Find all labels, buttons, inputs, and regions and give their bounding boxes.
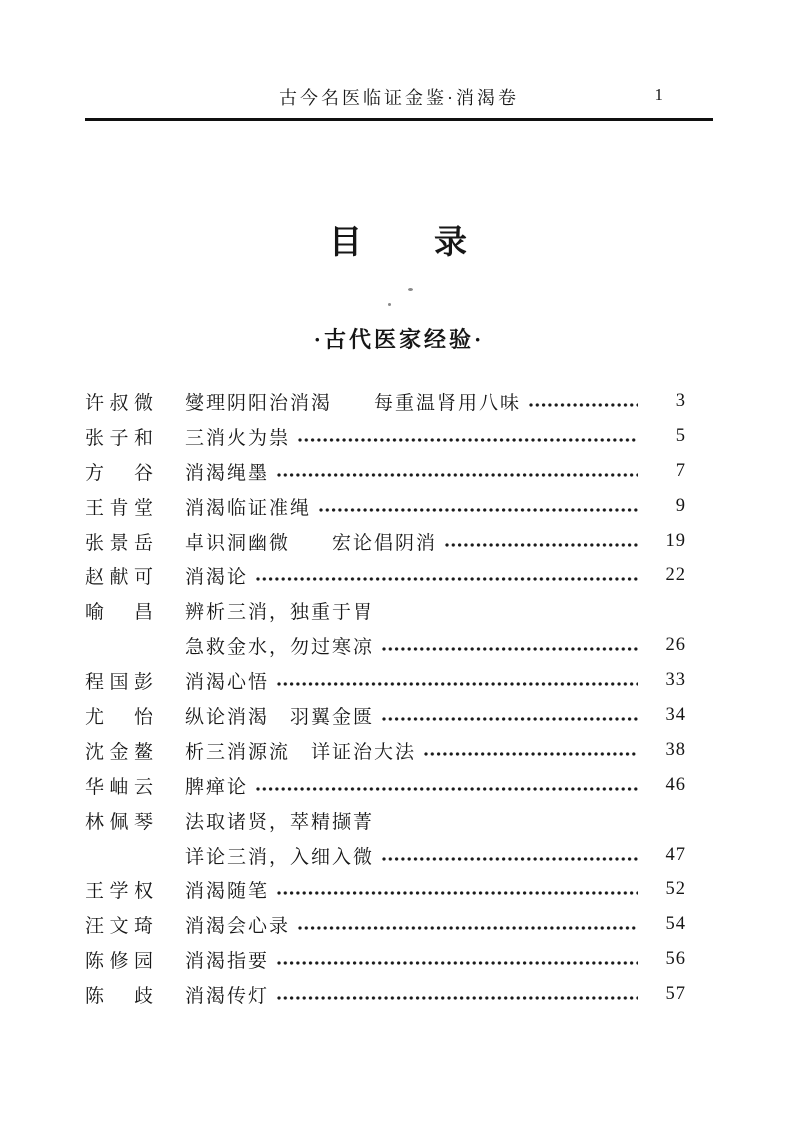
entry-author [85, 528, 153, 555]
dot-leader [276, 471, 638, 479]
toc-entry [85, 663, 686, 698]
author-character: 献 [109, 567, 129, 589]
toc-entry [85, 524, 686, 559]
entry-page-number: 22 [665, 565, 686, 586]
running-header [85, 84, 713, 110]
toc-entry [85, 698, 686, 733]
entry-page-number: 54 [665, 914, 686, 935]
author-character: 陈 [85, 951, 105, 973]
author-character: 张 [85, 532, 105, 554]
entry-author [85, 458, 153, 485]
author-character: 叔 [109, 392, 129, 414]
author-character: 林 [85, 811, 105, 833]
author-character: 沈 [85, 741, 105, 763]
entry-page-number: 46 [665, 774, 686, 795]
dot-leader [276, 889, 638, 897]
scan-speck-icon [408, 288, 413, 291]
entry-title: 消渴论 [185, 567, 249, 589]
entry-page-number: 3 [675, 390, 686, 411]
author-character: 方 [85, 462, 105, 484]
dot-leader [297, 436, 638, 444]
author-character: 国 [109, 672, 129, 694]
entry-title: 详论三消，入细入微 [185, 846, 375, 868]
author-character: 云 [133, 776, 153, 798]
entry-title: 三消火为祟 [185, 427, 291, 449]
author-character: 程 [85, 672, 105, 694]
toc-entry [85, 454, 686, 489]
entry-page-number: 38 [665, 739, 686, 760]
entry-title: 消渴绳墨 [185, 462, 270, 484]
toc-entry [85, 419, 686, 454]
entry-page-number: 33 [665, 670, 686, 691]
toc-title: 目 录 [329, 225, 469, 261]
author-character: 微 [133, 392, 153, 414]
entry-author [85, 423, 153, 450]
author-character: 尤 [85, 706, 105, 728]
entry-title: 消渴会心录 [185, 916, 291, 938]
entry-title: 法取诸贤，萃精撷菁 [185, 811, 375, 833]
entry-author [85, 493, 153, 520]
entry-author [85, 981, 153, 1008]
entry-title: 消渴指要 [185, 951, 270, 973]
entry-title: 消渴临证准绳 [185, 497, 312, 519]
entry-author [85, 911, 153, 938]
author-character: 许 [85, 392, 105, 414]
entry-page-number: 47 [665, 844, 686, 865]
dot-leader [381, 645, 638, 653]
author-character: 汪 [85, 916, 105, 938]
entry-title: 急救金水，勿过寒凉 [185, 637, 375, 659]
entry-title: 析三消源流 详证治大法 [185, 741, 417, 763]
author-character: 学 [109, 881, 129, 903]
entry-page-number: 57 [665, 984, 686, 1005]
author-character: 岳 [133, 532, 153, 554]
author-character: 景 [109, 532, 129, 554]
toc-entry [85, 872, 686, 907]
dot-leader [528, 401, 638, 409]
toc-entry [85, 489, 686, 524]
author-character: 肯 [109, 497, 129, 519]
author-character: 子 [109, 427, 129, 449]
toc-entry [85, 733, 686, 768]
dot-leader [276, 680, 638, 688]
dot-leader [297, 924, 638, 932]
entry-page-number: 34 [665, 704, 686, 725]
entry-page-number: 19 [665, 530, 686, 551]
entry-author [85, 807, 153, 834]
author-character: 王 [85, 497, 105, 519]
folio-page-number: 1 [654, 85, 663, 104]
toc-entry [85, 768, 686, 803]
dot-leader [255, 785, 638, 793]
author-character: 文 [109, 916, 129, 938]
entry-title: 消渴心悟 [185, 672, 270, 694]
entry-author [85, 388, 153, 415]
author-character: 可 [133, 567, 153, 589]
author-character: 喻 [85, 602, 105, 624]
toc-entry [85, 942, 686, 977]
book-title: 古今名医临证金鉴·消渴卷 [279, 88, 519, 108]
entry-page-number: 5 [675, 425, 686, 446]
toc-entry [85, 558, 686, 593]
toc-list [85, 384, 686, 1012]
toc-entry [85, 977, 686, 1012]
author-character: 金 [109, 741, 129, 763]
scan-speck-icon [388, 303, 391, 306]
author-character: 歧 [133, 986, 153, 1008]
entry-title: 纵论消渴 羽翼金匮 [185, 706, 375, 728]
dot-leader [444, 541, 638, 549]
dot-leader [276, 994, 638, 1002]
dot-leader [276, 959, 638, 967]
entry-page-number: 7 [675, 460, 686, 481]
author-character: 陈 [85, 986, 105, 1008]
entry-author [85, 667, 153, 694]
dot-leader [423, 750, 638, 758]
dot-leader [381, 715, 638, 723]
toc-entry [85, 628, 686, 663]
entry-title: 燮理阴阳治消渴 每重温肾用八味 [185, 392, 522, 414]
entry-title: 消渴传灯 [185, 986, 270, 1008]
dot-leader [318, 506, 638, 514]
author-character: 佩 [109, 811, 129, 833]
toc-entry [85, 593, 686, 628]
header-rule [85, 118, 713, 121]
author-character: 琴 [133, 811, 153, 833]
author-character: 张 [85, 427, 105, 449]
entry-author [85, 702, 153, 729]
entry-author [85, 772, 153, 799]
author-character: 和 [133, 427, 153, 449]
dot-leader [255, 575, 638, 583]
toc-entry [85, 907, 686, 942]
entry-author [85, 562, 153, 589]
entry-page-number: 56 [665, 949, 686, 970]
toc-entry [85, 803, 686, 838]
entry-author [85, 737, 153, 764]
author-character: 华 [85, 776, 105, 798]
entry-page-number: 26 [665, 635, 686, 656]
author-character: 怡 [133, 706, 153, 728]
entry-title: 脾瘅论 [185, 776, 249, 798]
entry-author [85, 876, 153, 903]
entry-title: 辨析三消，独重于胃 [185, 602, 375, 624]
author-character: 堂 [133, 497, 153, 519]
author-character: 琦 [133, 916, 153, 938]
author-character: 谷 [133, 462, 153, 484]
author-character: 鳌 [133, 741, 153, 763]
entry-author [85, 946, 153, 973]
author-character: 赵 [85, 567, 105, 589]
entry-title: 卓识洞幽微 宏论倡阴消 [185, 532, 438, 554]
toc-entry [85, 838, 686, 873]
dot-leader [381, 855, 638, 863]
author-character: 权 [133, 881, 153, 903]
author-character: 彭 [133, 672, 153, 694]
toc-entry [85, 384, 686, 419]
entry-author [85, 597, 153, 624]
author-character: 修 [109, 951, 129, 973]
author-character: 昌 [133, 602, 153, 624]
author-character: 岫 [109, 776, 129, 798]
entry-page-number: 52 [665, 879, 686, 900]
entry-title: 消渴随笔 [185, 881, 270, 903]
author-character: 王 [85, 881, 105, 903]
section-heading: ·古代医家经验· [313, 327, 485, 352]
author-character: 园 [133, 951, 153, 973]
entry-page-number: 9 [675, 495, 686, 516]
